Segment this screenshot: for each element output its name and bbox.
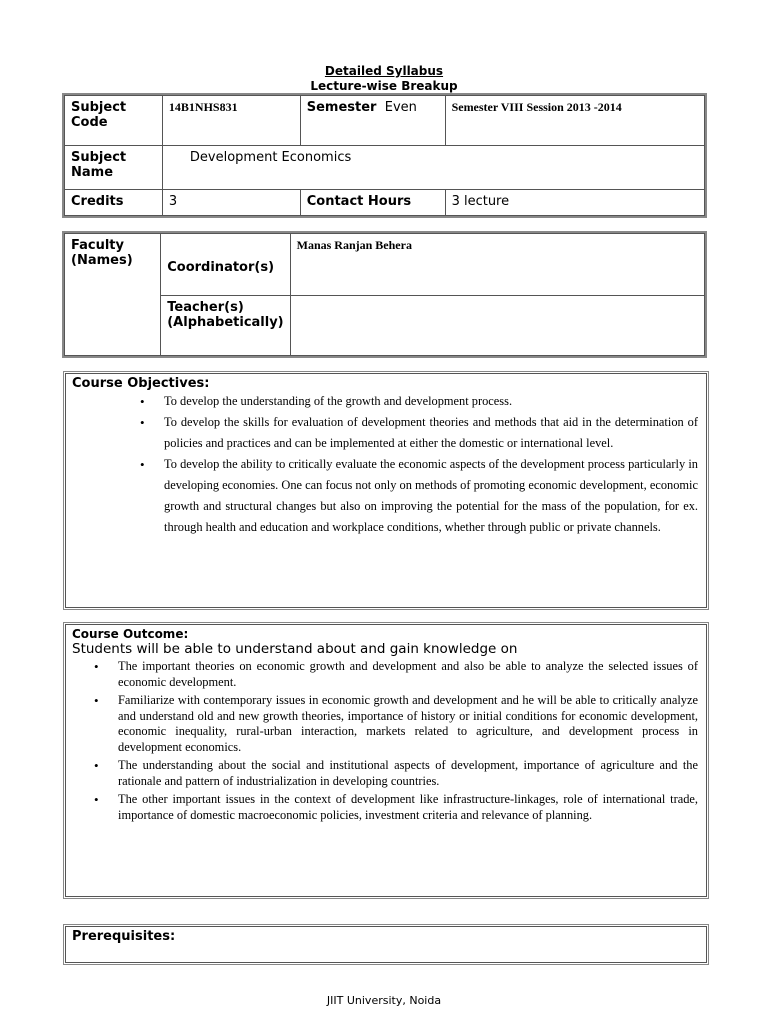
list-item: • To develop the skills for evaluation of development theories and methods that aid in the determination of policies and practices and can be implemented at either the domestic or international level.: [66, 412, 706, 454]
course-outcome-title: Course Outcome:: [72, 627, 189, 641]
subject-code-label: Subject Code: [65, 96, 163, 146]
course-objectives-box: [65, 373, 707, 608]
list-item: • The important theories on economic growth and development and also be able to analyze the selected issues of economic development.: [66, 659, 706, 690]
credits-label: Credits: [65, 190, 163, 216]
faculty-label: Faculty (Names): [65, 234, 161, 356]
course-info-table: [64, 95, 705, 216]
page-title: Detailed Syllabus: [324, 64, 444, 78]
prerequisites-box: [65, 926, 707, 963]
credits-value: 3: [162, 190, 300, 216]
teachers-value: [290, 296, 704, 356]
subject-name-label: Subject Name: [65, 146, 163, 190]
semester-session-value: Semester VIII Session 2013 -2014: [445, 96, 704, 146]
prerequisites-title: Prerequisites:: [72, 929, 176, 944]
teachers-label: Teacher(s) (Alphabetically): [161, 296, 290, 356]
page-subtitle: Lecture-wise Breakup: [310, 79, 458, 93]
footer-text: JIIT University, Noida: [326, 994, 442, 1007]
course-objectives-title: Course Objectives:: [72, 376, 210, 391]
list-item: • To develop the ability to critically evaluate the economic aspects of the development process particularly in developing economies. One can focus not only on methods of promoting economic development, economic growth and structural changes but also on improving the potential for the mass of the population, for ex. through health and education and workplace conditions, whether through public or private channels.: [66, 454, 706, 538]
list-item: • Familiarize with contemporary issues in economic growth and development and he will be able to critically analyze and understand old and new growth theories, importance of history or initial conditions for economic development, economic inequality, rural-urban interaction, markets related to agriculture, and development process in development economics.: [66, 693, 706, 755]
list-item: • To develop the understanding of the growth and development process.: [66, 391, 706, 412]
semester-cell: [300, 96, 445, 146]
contact-hours-label: Contact Hours: [300, 190, 445, 216]
coordinator-label: Coordinator(s): [161, 234, 290, 296]
course-outcome-list: [66, 659, 706, 823]
course-outcome-box: [65, 624, 707, 897]
list-item: • The other important issues in the context of development like infrastructure-linkages, role of international trade, importance of domestic macroeconomic policies, investment criteria and relevance of planning.: [66, 792, 706, 823]
subject-name-value: Development Economics: [162, 146, 704, 190]
subject-code-value: 14B1NHS831: [162, 96, 300, 146]
list-item: • The understanding about the social and institutional aspects of development, importance of agriculture and the rationale and pattern of industrialization in developing countries.: [66, 758, 706, 789]
contact-hours-value: 3 lecture: [445, 190, 704, 216]
semester-value: Even: [384, 100, 417, 115]
course-outcome-intro: Students will be able to understand about and gain knowledge on: [72, 641, 518, 657]
semester-label: Semester: [306, 100, 377, 115]
course-objectives-list: [66, 391, 706, 538]
faculty-table: [64, 233, 705, 356]
coordinator-value: Manas Ranjan Behera: [290, 234, 704, 296]
